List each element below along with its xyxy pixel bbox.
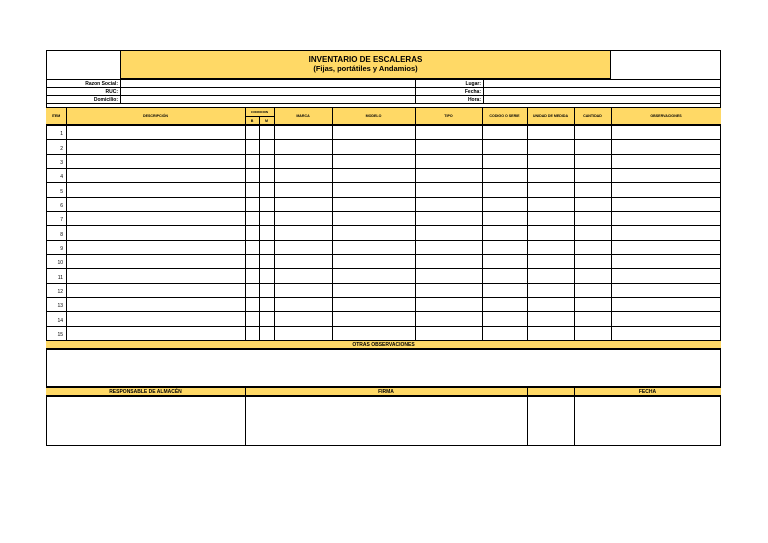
row-number: 12 — [57, 288, 63, 295]
label-ruc: RUC: — [105, 89, 118, 95]
row-line — [46, 225, 721, 226]
header-condicion: CONDICION — [250, 109, 269, 114]
row-line — [46, 154, 721, 155]
column-line — [245, 107, 246, 340]
header-descripcion: DESCRIPCIÓN — [143, 114, 168, 118]
row-line — [46, 168, 721, 169]
row-line — [46, 283, 721, 284]
column-line — [66, 107, 67, 340]
row-line — [46, 211, 721, 212]
label-hora: Hora: — [467, 97, 481, 103]
row-number: 7 — [60, 217, 63, 224]
row-number: 10 — [57, 260, 63, 267]
row-number: 8 — [60, 231, 63, 238]
header-unidad: UNIDAD DE MEDIDA — [532, 114, 569, 118]
column-line — [274, 107, 275, 340]
column-line — [527, 107, 528, 340]
footer-firma: FIRMA — [378, 389, 394, 395]
row-number: 3 — [60, 159, 63, 166]
otras-observaciones-label: OTRAS OBSERVACIONES — [352, 342, 415, 348]
row-number: 1 — [60, 131, 63, 138]
header-codigo: CODIGO O SERIE — [489, 114, 520, 118]
footer-fecha: FECHA — [638, 389, 657, 395]
column-line — [574, 107, 575, 340]
row-line — [46, 297, 721, 298]
footer-responsable: RESPONSABLE DE ALMACÉN — [109, 389, 182, 395]
column-line — [259, 116, 260, 340]
row-line — [46, 254, 721, 255]
header-b: B — [250, 118, 254, 123]
label-razon-social: Razon Social: — [85, 81, 118, 87]
label-domicilio: Domicilio: — [93, 97, 118, 103]
column-line — [332, 107, 333, 340]
row-line — [46, 139, 721, 140]
row-line — [46, 268, 721, 269]
row-number: 9 — [60, 245, 63, 252]
row-line — [46, 311, 721, 312]
column-line — [482, 107, 483, 340]
label-fecha: Fecha: — [464, 89, 481, 95]
row-line — [46, 326, 721, 327]
column-line — [415, 107, 416, 340]
header-m: M — [265, 118, 268, 123]
row-line — [46, 182, 721, 183]
row-number: 13 — [57, 303, 63, 310]
page-title: INVENTARIO DE ESCALERAS — [308, 55, 423, 64]
row-number: 6 — [60, 202, 63, 209]
row-number: 2 — [60, 145, 63, 152]
header-cantidad: CANTIDAD — [583, 114, 602, 118]
label-lugar: Lugar: — [465, 81, 481, 87]
column-line — [611, 107, 612, 340]
row-number: 5 — [60, 188, 63, 195]
inventory-form — [46, 50, 721, 446]
header-modelo: MODELO — [365, 114, 382, 118]
row-number: 11 — [57, 274, 63, 281]
row-line — [46, 240, 721, 241]
header-marca: MARCA — [296, 114, 310, 118]
row-number: 4 — [60, 174, 63, 181]
header-observaciones: OBSERVACIONES — [650, 114, 682, 118]
row-number: 14 — [57, 317, 63, 324]
row-number: 15 — [57, 331, 63, 338]
page-subtitle: (Fijas, portátiles y Andamios) — [313, 64, 418, 73]
row-line — [46, 197, 721, 198]
header-item: ITEM — [51, 114, 61, 118]
header-tipo: TIPO — [444, 114, 453, 118]
